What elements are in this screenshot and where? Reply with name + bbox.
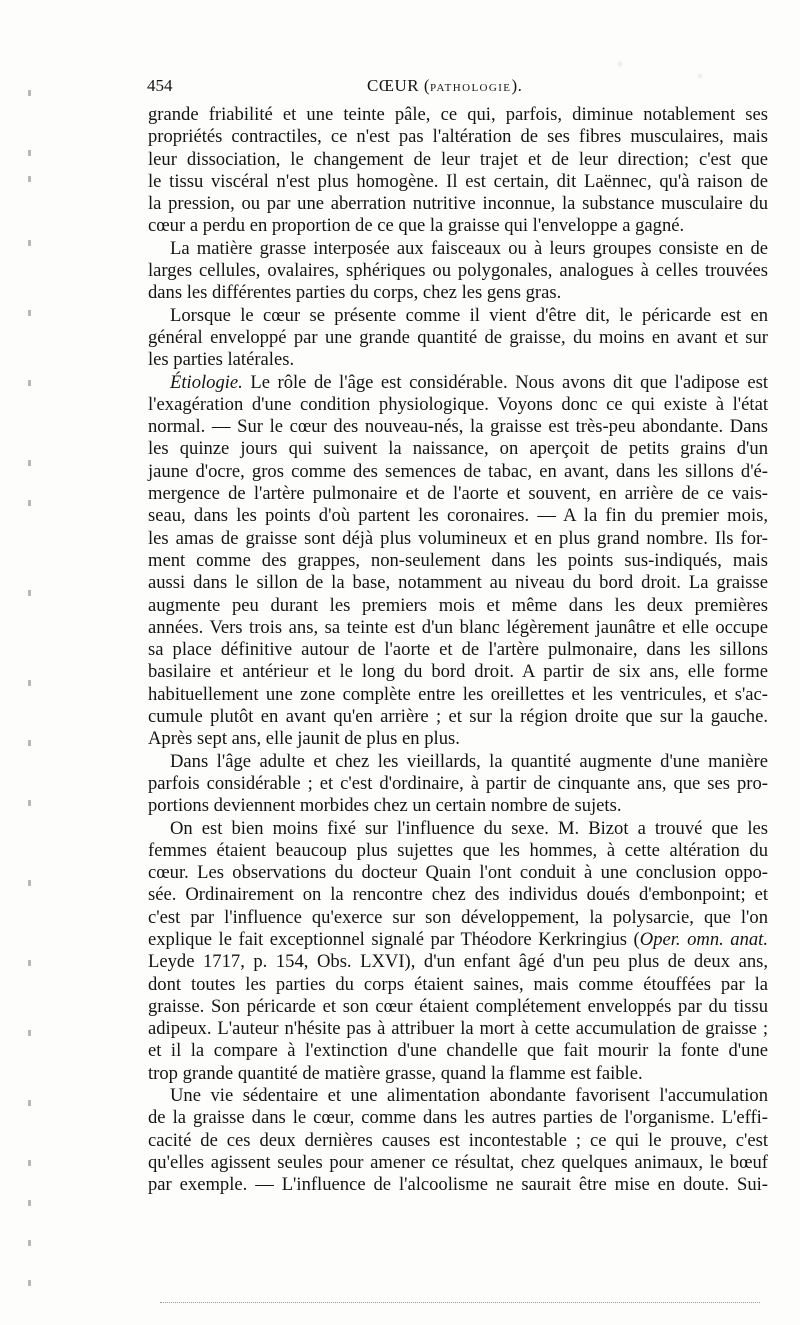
running-title-main: CŒUR	[367, 76, 420, 95]
text-line: seau, dans les points d'où partent les coronaires. — A la fin du premier mois,	[148, 505, 768, 527]
text-line: les quinze jours qui suivent la naissance, on aperçoit de petits grains d'un	[148, 438, 768, 460]
text-line: jaune d'ocre, gros comme des semences de tabac, en avant, dans les sillons d'é-	[148, 460, 768, 482]
text-line: portions deviennent morbides chez un certain nombre de sujets.	[148, 795, 622, 817]
text-line: mergence de l'artère pulmonaire et de l'aorte et souvent, en arrière de ce vais-	[148, 483, 768, 505]
text-line: grande friabilité et une teinte pâle, ce qui, parfois, diminue notablement ses	[148, 104, 768, 125]
text-line: dans les différentes parties du corps, chez les gens gras.	[148, 282, 562, 304]
text-line: La matière grasse interposée aux faisceaux ou à leurs groupes consiste en de	[170, 237, 768, 259]
text-line: aussi dans le sillon de la base, notamment au niveau du bord droit. La graisse	[148, 572, 768, 594]
text-line: Lorsque le cœur se présente comme il vient d'être dit, le péricarde est en	[170, 304, 768, 326]
body-text	[148, 104, 768, 1197]
text-line: trop grande quantité de matière grasse, quand la flamme est faible.	[148, 1062, 643, 1084]
text-line: cœur. Les observations du docteur Quain l'ont conduit à une conclusion oppo-	[148, 862, 768, 884]
text-line: sa place définitive autour de l'aorte et de l'artère pulmonaire, dans les sillons	[148, 639, 768, 661]
etiologie-line	[148, 372, 768, 394]
left-margin-scan-marks	[20, 80, 40, 1300]
running-title-sub: PATHOLOGIE	[430, 82, 512, 94]
text-line: l'exagération d'une condition physiologique. Voyons donc ce qui existe à l'état	[148, 393, 768, 415]
text-line: Après sept ans, elle jaunit de plus en plus.	[148, 728, 460, 750]
text-line: général enveloppé par une grande quantité de graisse, du moins en avant et sur	[148, 326, 768, 348]
text-line: femmes étaient beaucoup plus sujettes que les hommes, à cette altération du	[148, 839, 768, 861]
text-line: augmente peu durant les premiers mois et même dans les deux premières	[148, 594, 768, 616]
text-line: la pression, ou par une aberration nutritive inconnue, la substance musculaire du	[148, 193, 768, 215]
citation-title: Oper. omn. anat.	[639, 928, 768, 950]
text-line: les parties latérales.	[148, 349, 295, 371]
text-line: par exemple. — L'influence de l'alcoolisme ne saurait être mise en doute. Sui-	[148, 1174, 768, 1196]
text-line: explique le fait exceptionnel signalé par Théodore Kerkringius (	[148, 928, 640, 950]
running-header	[147, 76, 767, 100]
text-line: normal. — Sur le cœur des nouveau-nés, la graisse est très-peu abondante. Dans	[148, 416, 768, 438]
text-line: On est bien moins fixé sur l'influence du sexe. M. Bizot a trouvé que les	[170, 817, 768, 839]
text-line: basilaire et antérieur et le long du bord droit. A partir de six ans, elle forme	[148, 661, 768, 683]
text-line: cœur a perdu en proportion de ce que la graisse qui l'enveloppe a gagné.	[148, 215, 685, 237]
text-line: années. Vers trois ans, sa teinte est d'un blanc légèrement jaunâtre et elle occupe	[148, 616, 768, 638]
text-line: larges cellules, ovalaires, sphériques ou polygonales, analogues à celles trouvées	[148, 260, 768, 282]
text-line: Leyde 1717, p. 154, Obs. LXVI), d'un enfant âgé d'un peu plus de deux ans,	[148, 951, 768, 973]
text-line: de la graisse dans le cœur, comme dans les autres parties de l'organisme. L'effi-	[148, 1107, 768, 1129]
text-line: Une vie sédentaire et une alimentation abondante favorisent l'accumulation	[170, 1085, 768, 1107]
text-line: et il la compare à l'extinction d'une chandelle que fait mourir la fonte d'une	[148, 1040, 768, 1062]
text-line: cacité de ces deux dernières causes est incontestable ; ce qui le prouve, c'est	[148, 1129, 768, 1151]
running-title-open-paren: (	[423, 76, 430, 95]
text-line: Le rôle de l'âge est considérable. Nous avons dit que l'adipose est	[250, 371, 768, 393]
text-line: habituellement une zone complète entre les oreillettes et les ventricules, et s'ac-	[148, 683, 768, 705]
text-line: leur dissociation, le changement de leur trajet et de leur direction; c'est que	[148, 148, 768, 170]
text-line: ment comme des grappes, non-seulement dans les points sus-indiqués, mais	[148, 549, 768, 571]
bottom-dotted-rule	[160, 1302, 760, 1303]
text-line: le tissu viscéral n'est plus homogène. Il est certain, dit Laënnec, qu'à raison de	[148, 170, 768, 192]
text-line: cumule plutôt en avant qu'en arrière ; et sur la région droite que sur la gauche.	[148, 706, 768, 728]
text-line: c'est par l'influence qu'exerce sur son développement, la polysarcie, que l'on	[148, 906, 768, 928]
text-line: les amas de graisse sont déjà plus volumineux et en plus grand nombre. Ils for-	[148, 527, 768, 549]
page-number: 454	[147, 76, 173, 95]
citation-line	[148, 929, 768, 951]
text-line: dont toutes les parties du corps étaient saines, mais comme étouffées par la	[148, 973, 768, 995]
running-title-close-paren: ).	[511, 76, 523, 95]
text-line: graisse. Son péricarde et son cœur étaient complétement enveloppés par du tissu	[148, 995, 768, 1017]
text-line: Dans l'âge adulte et chez les vieillards, la quantité augmente d'une manière	[170, 750, 768, 772]
text-line: adipeux. L'auteur n'hésite pas à attribuer la mort à cette accumulation de graisse ;	[148, 1018, 768, 1040]
text-line: qu'elles agissent seules pour amener ce résultat, chez quelques animaux, le bœuf	[148, 1151, 768, 1173]
text-line: propriétés contractiles, ce n'est pas l'altération de ses fibres musculaires, mais	[148, 126, 768, 148]
running-title	[367, 76, 522, 96]
section-heading-etiologie: Étiologie.	[170, 371, 243, 393]
text-line: sée. Ordinairement on la rencontre chez des individus doués d'embonpoint; et	[148, 884, 768, 906]
text-line: parfois considérable ; et c'est d'ordinaire, à partir de cinquante ans, que ses pro-	[148, 772, 768, 794]
